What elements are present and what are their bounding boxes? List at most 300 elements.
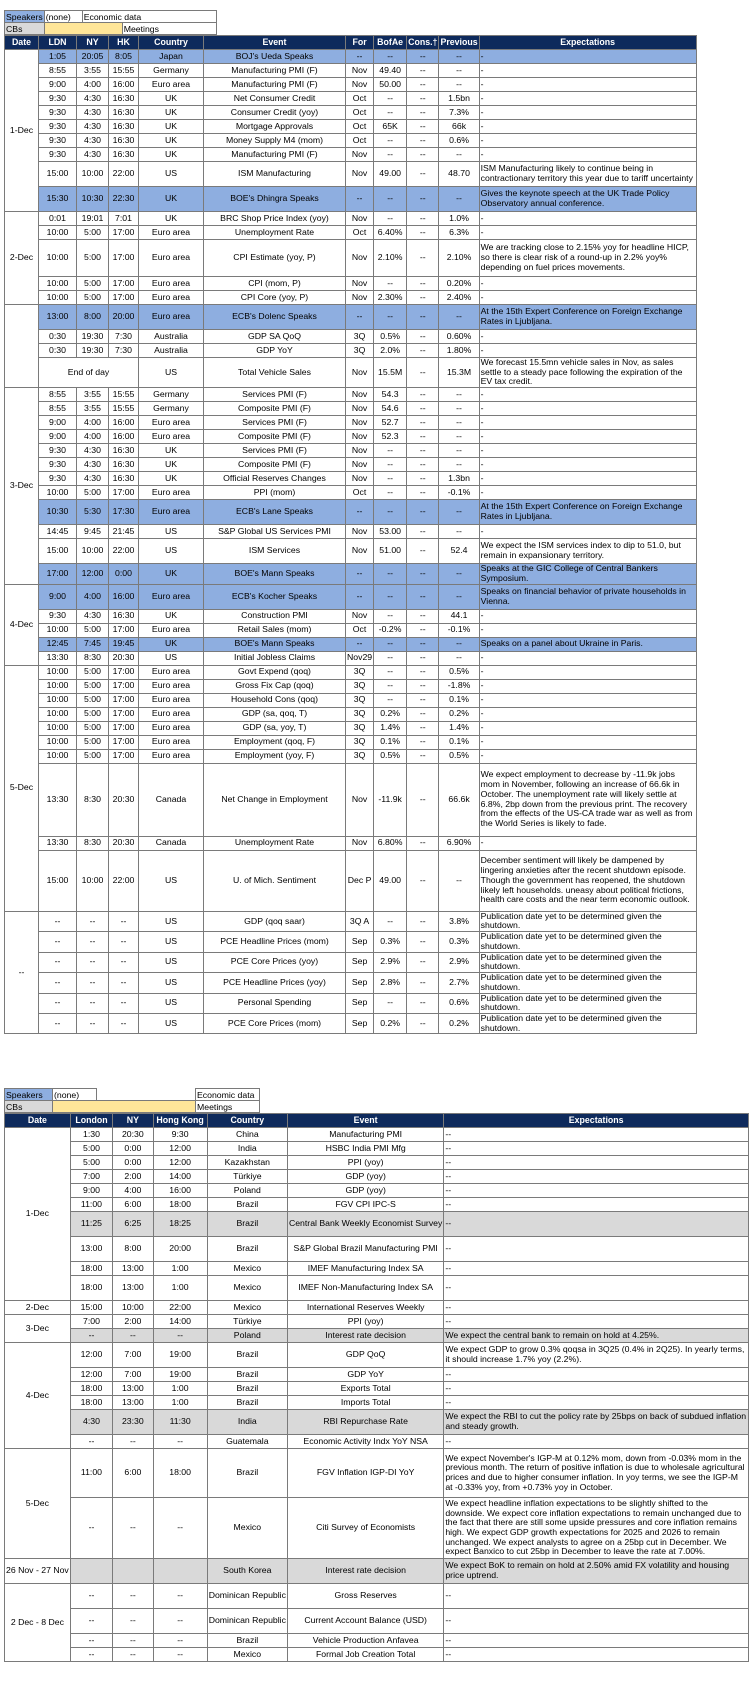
- legend-meetings-swatch: [53, 1101, 196, 1113]
- bofae-cell: 6.40%: [374, 226, 407, 240]
- expectations-cell: -: [479, 402, 696, 416]
- bofae-cell: --: [374, 444, 407, 458]
- hk-cell: 16:00: [109, 430, 139, 444]
- ny-cell: 19:01: [77, 212, 109, 226]
- event-cell: Manufacturing PMI (F): [204, 148, 346, 162]
- ny-cell: 5:00: [77, 226, 109, 240]
- cons-cell: --: [407, 693, 439, 707]
- date-cell: 4-Dec: [5, 1343, 71, 1449]
- expectations-cell: -: [479, 330, 696, 344]
- bofae-cell: 0.2%: [374, 707, 407, 721]
- event-cell: PCE Core Prices (mom): [204, 1014, 346, 1034]
- previous-cell: 0.6%: [439, 134, 479, 148]
- hk-cell: 21:45: [109, 525, 139, 539]
- hong-kong-cell: 19:00: [153, 1343, 207, 1368]
- bofae-cell: 6.80%: [374, 836, 407, 850]
- event-cell: Employment (qoq, F): [204, 735, 346, 749]
- header-country: Country: [207, 1114, 287, 1128]
- country-cell: Euro area: [139, 735, 204, 749]
- ldn-cell: 10:00: [39, 693, 77, 707]
- country-cell: US: [139, 911, 204, 931]
- cons-cell: --: [407, 525, 439, 539]
- event-cell: GDP (yoy): [287, 1184, 443, 1198]
- table-row: [5, 763, 697, 836]
- header-cons: Cons.†: [407, 36, 439, 50]
- previous-cell: 0.20%: [439, 277, 479, 291]
- cons-cell: --: [407, 162, 439, 187]
- expectations-cell: We expect headline inflation expectations to be slightly shifted to the downside. We expect core inflation expectations to remain unchanged due to the fact that there are still some upside pressures and core inflation remains high. We expect GDP growth expectations for 2025 and 2026 to remain unchanged. We expect analysts to agree on a 25bp cut in December. We expect Banxico to cut 25bp in December to leave the rate at 7.00%.: [444, 1498, 749, 1559]
- ldn-cell: 9:00: [39, 584, 77, 609]
- ny-cell: --: [77, 911, 109, 931]
- ny-cell: 4:30: [77, 444, 109, 458]
- table-row: [5, 1648, 749, 1662]
- hk-cell: 22:00: [109, 539, 139, 564]
- ny-cell: 5:00: [77, 291, 109, 305]
- hk-cell: 16:30: [109, 106, 139, 120]
- cons-cell: --: [407, 148, 439, 162]
- previous-cell: 66k: [439, 120, 479, 134]
- london-cell: --: [70, 1609, 112, 1634]
- hong-kong-cell: 1:00: [153, 1262, 207, 1276]
- country-cell: Euro area: [139, 291, 204, 305]
- event-cell: BOJ's Ueda Speaks: [204, 50, 346, 64]
- country-cell: UK: [139, 609, 204, 623]
- calendar-table-1: [4, 35, 697, 1034]
- legend-meetings-swatch: [44, 23, 122, 35]
- table-row: [5, 388, 697, 402]
- cons-cell: --: [407, 952, 439, 972]
- london-cell: 5:00: [70, 1156, 112, 1170]
- ny-cell: 5:00: [77, 665, 109, 679]
- hk-cell: 16:30: [109, 458, 139, 472]
- hk-cell: 17:00: [109, 277, 139, 291]
- previous-cell: --: [439, 78, 479, 92]
- ldn-cell: 9:30: [39, 444, 77, 458]
- legend-speakers: Speakers: [6, 11, 43, 22]
- for-cell: Nov: [346, 836, 374, 850]
- country-cell: Brazil: [207, 1382, 287, 1396]
- event-cell: Interest rate decision: [287, 1559, 443, 1584]
- bofae-cell: --: [374, 472, 407, 486]
- ldn-cell: 9:30: [39, 148, 77, 162]
- previous-cell: --: [439, 64, 479, 78]
- event-cell: IMEF Non-Manufacturing Index SA: [287, 1276, 443, 1301]
- date-cell: 5-Dec: [5, 665, 39, 911]
- expectations-cell: Publication date yet to be determined given the shutdown.: [479, 973, 696, 993]
- table-row: [5, 358, 697, 388]
- hk-cell: 17:00: [109, 291, 139, 305]
- london-cell: 18:00: [70, 1382, 112, 1396]
- header-date: Date: [5, 36, 39, 50]
- bofae-cell: 0.5%: [374, 749, 407, 763]
- cons-cell: --: [407, 106, 439, 120]
- hong-kong-cell: --: [153, 1498, 207, 1559]
- legend-none: (none): [44, 11, 82, 23]
- date-cell: 5-Dec: [5, 1449, 71, 1559]
- country-cell: US: [139, 525, 204, 539]
- for-cell: Nov: [346, 763, 374, 836]
- bofae-cell: -0.2%: [374, 623, 407, 637]
- country-cell: US: [139, 651, 204, 665]
- country-cell: Australia: [139, 344, 204, 358]
- cons-cell: --: [407, 679, 439, 693]
- country-cell: Euro area: [139, 486, 204, 500]
- expectations-cell: -: [479, 226, 696, 240]
- for-cell: --: [346, 564, 374, 584]
- country-cell: UK: [139, 148, 204, 162]
- ny-cell: 4:00: [77, 430, 109, 444]
- event-cell: Central Bank Weekly Economist Survey: [287, 1212, 443, 1237]
- event-cell: GDP SA QoQ: [204, 330, 346, 344]
- country-cell: Poland: [207, 1184, 287, 1198]
- event-cell: FGV Inflation IGP-DI YoY: [287, 1449, 443, 1498]
- previous-cell: --: [439, 388, 479, 402]
- event-cell: Composite PMI (F): [204, 430, 346, 444]
- previous-cell: --: [439, 430, 479, 444]
- country-cell: UK: [139, 458, 204, 472]
- ldn-cell: 15:00: [39, 850, 77, 911]
- ny-cell: 8:00: [113, 1237, 153, 1262]
- expectations-cell: -: [479, 344, 696, 358]
- ny-cell: 5:00: [77, 693, 109, 707]
- date-cell: 4-Dec: [5, 584, 39, 665]
- cons-cell: --: [407, 911, 439, 931]
- hk-cell: 20:00: [109, 305, 139, 330]
- table-row: [5, 344, 697, 358]
- event-cell: Services PMI (F): [204, 388, 346, 402]
- ldn-cell: 9:00: [39, 416, 77, 430]
- ldn-cell: 9:30: [39, 458, 77, 472]
- table-row: [5, 932, 697, 952]
- ny-cell: 10:30: [77, 187, 109, 212]
- table-row: [5, 305, 697, 330]
- event-cell: Interest rate decision: [287, 1329, 443, 1343]
- bofae-cell: -11.9k: [374, 763, 407, 836]
- table-row: [5, 120, 697, 134]
- ny-cell: 4:00: [113, 1184, 153, 1198]
- ldn-cell: 15:30: [39, 187, 77, 212]
- event-cell: Gross Fix Cap (qoq): [204, 679, 346, 693]
- bofae-cell: 0.2%: [374, 1014, 407, 1034]
- event-cell: PCE Core Prices (yoy): [204, 952, 346, 972]
- table-1-header: [5, 36, 697, 50]
- country-cell: UK: [139, 564, 204, 584]
- expectations-cell: We expect the ISM services index to dip to 51.0, but remain in expansionary territory.: [479, 539, 696, 564]
- for-cell: Nov: [346, 416, 374, 430]
- hong-kong-cell: 1:00: [153, 1276, 207, 1301]
- event-cell: Manufacturing PMI (F): [204, 64, 346, 78]
- previous-cell: 2.9%: [439, 952, 479, 972]
- table-row: [5, 564, 697, 584]
- ldn-cell: 10:00: [39, 277, 77, 291]
- previous-cell: -1.8%: [439, 679, 479, 693]
- bofae-cell: 2.9%: [374, 952, 407, 972]
- event-cell: PCE Headline Prices (yoy): [204, 973, 346, 993]
- header-hong-kong: Hong Kong: [153, 1114, 207, 1128]
- expectations-cell: Publication date yet to be determined given the shutdown.: [479, 1014, 696, 1034]
- cons-cell: --: [407, 539, 439, 564]
- event-cell: S&P Global US Services PMI: [204, 525, 346, 539]
- expectations-cell: --: [444, 1237, 749, 1262]
- event-cell: ECB's Dolenc Speaks: [204, 305, 346, 330]
- ny-cell: 6:25: [113, 1212, 153, 1237]
- expectations-cell: We expect November's IGP-M at 0.12% mom, down from -0.03% mom in the previous month. The return of positive inflation is due to wholesale agricultural prices and due to higher consumer inflation. In yoy terms, we see the IGP-M at -0.33% yoy, from +0.73% yoy in October.: [444, 1449, 749, 1498]
- ny-cell: 4:30: [77, 120, 109, 134]
- expectations-cell: Gives the keynote speech at the UK Trade Policy Observatory annual conference.: [479, 187, 696, 212]
- bofae-cell: --: [374, 134, 407, 148]
- ny-cell: 5:00: [77, 749, 109, 763]
- hk-cell: 7:30: [109, 330, 139, 344]
- previous-cell: --: [439, 148, 479, 162]
- ldn-cell: --: [39, 932, 77, 952]
- ny-cell: 5:00: [77, 721, 109, 735]
- expectations-cell: Publication date yet to be determined given the shutdown.: [479, 932, 696, 952]
- bofae-cell: 49.00: [374, 162, 407, 187]
- hong-kong-cell: --: [153, 1609, 207, 1634]
- ldn-cell: 9:00: [39, 430, 77, 444]
- table-row: [5, 1237, 749, 1262]
- for-cell: --: [346, 187, 374, 212]
- ny-cell: 10:00: [77, 162, 109, 187]
- legend-economic-data: Economic data: [82, 11, 216, 23]
- ny-cell: 4:00: [77, 584, 109, 609]
- ldn-cell: 17:00: [39, 564, 77, 584]
- event-cell: BOE's Dhingra Speaks: [204, 187, 346, 212]
- ny-cell: [113, 1559, 153, 1584]
- cons-cell: --: [407, 120, 439, 134]
- ny-cell: 13:00: [113, 1276, 153, 1301]
- for-cell: 3Q: [346, 679, 374, 693]
- ny-cell: 9:45: [77, 525, 109, 539]
- event-cell: Employment (yoy, F): [204, 749, 346, 763]
- event-cell: BRC Shop Price Index (yoy): [204, 212, 346, 226]
- country-cell: US: [139, 973, 204, 993]
- ldn-cell: 13:30: [39, 651, 77, 665]
- event-cell: CPI (mom, P): [204, 277, 346, 291]
- expectations-cell: Publication date yet to be determined given the shutdown.: [479, 911, 696, 931]
- expectations-cell: -: [479, 50, 696, 64]
- london-cell: 11:00: [70, 1449, 112, 1498]
- ldn-cell: 13:30: [39, 763, 77, 836]
- hk-cell: 17:00: [109, 721, 139, 735]
- table-row: [5, 637, 697, 651]
- hong-kong-cell: 14:00: [153, 1170, 207, 1184]
- cons-cell: --: [407, 240, 439, 277]
- table-row: [5, 707, 697, 721]
- cons-cell: --: [407, 707, 439, 721]
- event-cell: GDP YoY: [287, 1368, 443, 1382]
- expectations-cell: --: [444, 1435, 749, 1449]
- for-cell: 3Q A: [346, 911, 374, 931]
- ny-cell: 10:00: [77, 539, 109, 564]
- expectations-cell: December sentiment will likely be dampened by lingering anxieties after the recent shutdown episode. Though the government has reopened, the shutdown likely left households. uneasy about political frictions, health care costs and the near term economic outlook.: [479, 850, 696, 911]
- hong-kong-cell: 1:00: [153, 1396, 207, 1410]
- expectations-cell: -: [479, 609, 696, 623]
- ldn-cell: 13:00: [39, 305, 77, 330]
- previous-cell: 6.3%: [439, 226, 479, 240]
- for-cell: Nov29: [346, 651, 374, 665]
- country-cell: Euro area: [139, 707, 204, 721]
- calendar-table-2: [4, 1113, 749, 1662]
- expectations-cell: -: [479, 444, 696, 458]
- previous-cell: 0.3%: [439, 932, 479, 952]
- hk-cell: 15:55: [109, 402, 139, 416]
- event-cell: Mortgage Approvals: [204, 120, 346, 134]
- table-2-header: [5, 1114, 749, 1128]
- expectations-cell: Speaks on a panel about Ukraine in Paris.: [479, 637, 696, 651]
- legend-cbs: CBs: [5, 23, 45, 35]
- date-cell: 2 Dec - 8 Dec: [5, 1584, 71, 1662]
- for-cell: --: [346, 637, 374, 651]
- ny-cell: 5:00: [77, 240, 109, 277]
- table-row: [5, 665, 697, 679]
- ny-cell: 8:30: [77, 763, 109, 836]
- header-ny: NY: [77, 36, 109, 50]
- previous-cell: 2.7%: [439, 973, 479, 993]
- bofae-cell: --: [374, 106, 407, 120]
- country-cell: Euro area: [139, 584, 204, 609]
- expectations-cell: -: [479, 430, 696, 444]
- hong-kong-cell: 1:00: [153, 1382, 207, 1396]
- ny-cell: --: [113, 1648, 153, 1662]
- hk-cell: 16:00: [109, 78, 139, 92]
- country-cell: UK: [139, 92, 204, 106]
- country-cell: Euro area: [139, 240, 204, 277]
- previous-cell: 1.0%: [439, 212, 479, 226]
- table-row: [5, 993, 697, 1013]
- bofae-cell: --: [374, 458, 407, 472]
- table-row: [5, 1315, 749, 1329]
- for-cell: Nov: [346, 148, 374, 162]
- table-row: [5, 1343, 749, 1368]
- bofae-cell: --: [374, 277, 407, 291]
- hk-cell: 17:30: [109, 500, 139, 525]
- country-cell: Germany: [139, 388, 204, 402]
- expectations-cell: --: [444, 1262, 749, 1276]
- hk-cell: --: [109, 911, 139, 931]
- expectations-cell: --: [444, 1156, 749, 1170]
- ny-cell: 7:00: [113, 1343, 153, 1368]
- header-expectations: Expectations: [444, 1114, 749, 1128]
- table-row: [5, 187, 697, 212]
- ny-cell: 12:00: [77, 564, 109, 584]
- event-cell: Manufacturing PMI: [287, 1128, 443, 1142]
- expectations-cell: At the 15th Expert Conference on Foreign Exchange Rates in Ljubljana.: [479, 500, 696, 525]
- bofae-cell: 0.5%: [374, 330, 407, 344]
- cons-cell: --: [407, 564, 439, 584]
- london-cell: --: [70, 1634, 112, 1648]
- london-cell: [70, 1559, 112, 1584]
- bofae-cell: --: [374, 993, 407, 1013]
- table-row: [5, 952, 697, 972]
- country-cell: Euro area: [139, 305, 204, 330]
- expectations-cell: --: [444, 1648, 749, 1662]
- hk-cell: 17:00: [109, 735, 139, 749]
- cons-cell: --: [407, 500, 439, 525]
- cons-cell: --: [407, 637, 439, 651]
- table-row: [5, 240, 697, 277]
- previous-cell: --: [439, 584, 479, 609]
- event-cell: Imports Total: [287, 1396, 443, 1410]
- ldn-cell: --: [39, 993, 77, 1013]
- previous-cell: 7.3%: [439, 106, 479, 120]
- event-cell: Consumer Credit (yoy): [204, 106, 346, 120]
- event-cell: BOE's Mann Speaks: [204, 564, 346, 584]
- cons-cell: --: [407, 402, 439, 416]
- for-cell: Nov: [346, 402, 374, 416]
- ldn-cell: 13:30: [39, 836, 77, 850]
- cons-cell: --: [407, 609, 439, 623]
- ny-cell: 5:00: [77, 679, 109, 693]
- hong-kong-cell: --: [153, 1584, 207, 1609]
- ldn-cell: 10:00: [39, 707, 77, 721]
- bofae-cell: 51.00: [374, 539, 407, 564]
- for-cell: 3Q: [346, 665, 374, 679]
- london-cell: 7:00: [70, 1315, 112, 1329]
- ny-cell: 8:00: [77, 305, 109, 330]
- ny-cell: 8:30: [77, 651, 109, 665]
- previous-cell: --: [439, 416, 479, 430]
- expectations-cell: --: [444, 1396, 749, 1410]
- previous-cell: 1.3bn: [439, 472, 479, 486]
- hk-cell: --: [109, 932, 139, 952]
- bofae-cell: --: [374, 584, 407, 609]
- cons-cell: --: [407, 973, 439, 993]
- table-row: [5, 1329, 749, 1343]
- expectations-cell: We expect the central bank to remain on hold at 4.25%.: [444, 1329, 749, 1343]
- london-cell: --: [70, 1329, 112, 1343]
- expectations-cell: --: [444, 1142, 749, 1156]
- london-cell: 11:00: [70, 1198, 112, 1212]
- hk-cell: --: [109, 952, 139, 972]
- event-cell: U. of Mich. Sentiment: [204, 850, 346, 911]
- legend-meetings: Meetings: [122, 23, 216, 35]
- table-row: [5, 92, 697, 106]
- ldn-cell: 8:55: [39, 402, 77, 416]
- ldn-cell: 1:05: [39, 50, 77, 64]
- expectations-cell: --: [444, 1315, 749, 1329]
- expectations-cell: -: [479, 721, 696, 735]
- country-cell: UK: [139, 187, 204, 212]
- previous-cell: 1.5bn: [439, 92, 479, 106]
- hk-cell: 17:00: [109, 665, 139, 679]
- previous-cell: --: [439, 402, 479, 416]
- table-row: [5, 1128, 749, 1142]
- hong-kong-cell: 14:00: [153, 1315, 207, 1329]
- table-row: [5, 1184, 749, 1198]
- for-cell: 3Q: [346, 707, 374, 721]
- london-cell: 18:00: [70, 1396, 112, 1410]
- previous-cell: --: [439, 444, 479, 458]
- event-cell: Official Reserves Changes: [204, 472, 346, 486]
- expectations-cell: -: [479, 623, 696, 637]
- event-cell: ECB's Kocher Speaks: [204, 584, 346, 609]
- table-row: [5, 911, 697, 931]
- hk-cell: 16:30: [109, 609, 139, 623]
- cons-cell: --: [407, 430, 439, 444]
- for-cell: Nov: [346, 444, 374, 458]
- expectations-cell: We forecast 15.5mn vehicle sales in Nov, as sales settle to a steady pace following the expiration of the EV tax credit.: [479, 358, 696, 388]
- country-cell: Mexico: [207, 1276, 287, 1301]
- previous-cell: 0.2%: [439, 707, 479, 721]
- country-cell: Euro area: [139, 277, 204, 291]
- ldn-cell: 0:30: [39, 330, 77, 344]
- table-row: [5, 623, 697, 637]
- date-cell: 1-Dec: [5, 50, 39, 212]
- event-cell: Composite PMI (F): [204, 458, 346, 472]
- expectations-cell: Speaks at the GIC College of Central Bankers Symposium.: [479, 564, 696, 584]
- previous-cell: 15.3M: [439, 358, 479, 388]
